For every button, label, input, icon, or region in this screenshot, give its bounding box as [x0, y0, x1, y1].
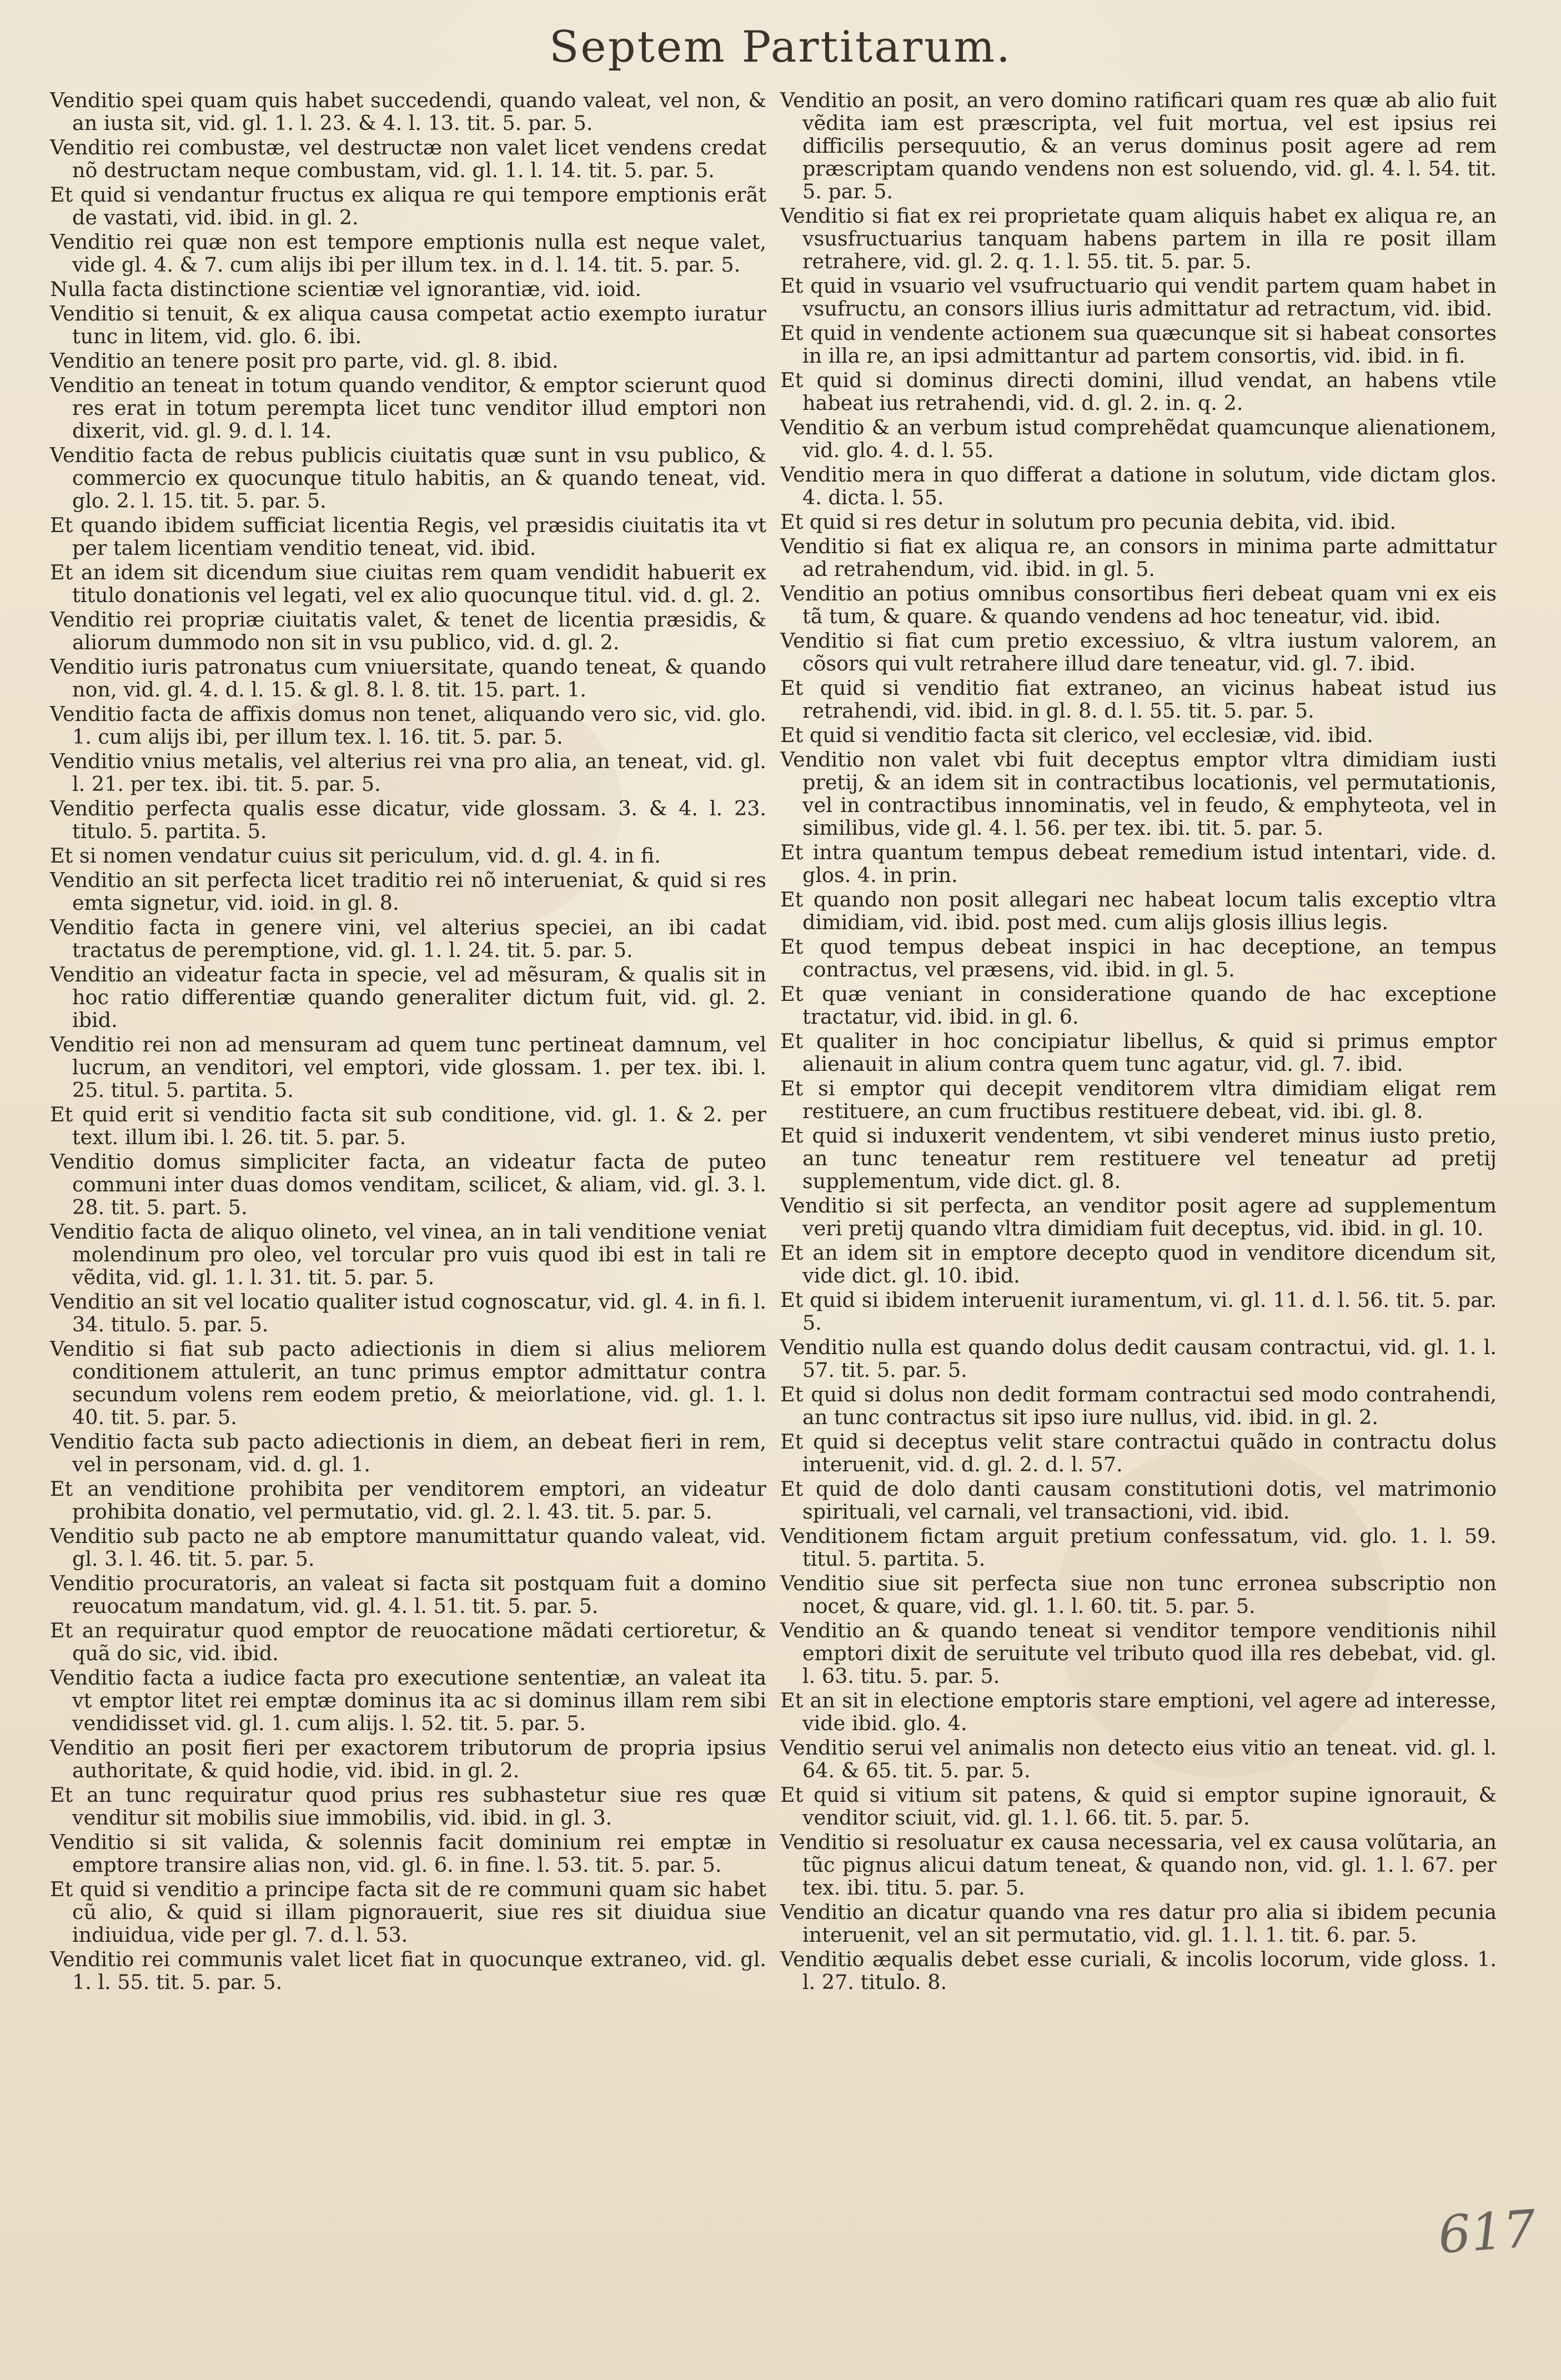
index-entry: Et an venditione prohibita per venditorem emptori, an videatur prohibita donatio, vel permutatio, vid. gl. 2. l. 43. tit. 5. par. 5.: [50, 1477, 766, 1524]
index-entry: Et an idem sit dicendum siue ciuitas rem quam vendidit habuerit ex titulo donationis vel legati, vel ex alio quocunque titul. vid. d. gl. 2.: [50, 560, 766, 607]
index-entry: Venditio iuris patronatus cum vniuersitate, quando teneat, & quando non, vid. gl. 4. d. l. 15. & gl. 8. l. 8. tit. 15. part. 1.: [50, 655, 766, 702]
index-entry: Venditio rei combustæ, vel destructæ non valet licet vendens credat nõ destructam neque combustam, vid. gl. 1. l. 14. tit. 5. par. 5.: [50, 136, 766, 182]
index-entry: Venditio an sit perfecta licet traditio rei nõ interueniat, & quid si res emta signetur, vid. ioid. in gl. 8.: [50, 868, 766, 915]
index-entry: Et quid si venditio fiat extraneo, an vicinus habeat istud ius retrahendi, vid. ibid. in gl. 8. d. l. 55. tit. 5. par. 5.: [780, 676, 1497, 723]
index-entry: Et quid de dolo danti causam constitutioni dotis, vel matrimonio spirituali, vel carnali, vel transactioni, vid. ibid.: [780, 1477, 1497, 1524]
index-entry: Venditio rei propriæ ciuitatis valet, & tenet de licentia præsidis, & aliorum dummodo non sit in vsu publico, vid. d. gl. 2.: [50, 608, 766, 654]
index-entry: Venditio facta de rebus publicis ciuitatis quæ sunt in vsu publico, & commercio ex quocunque titulo habitis, an & quando teneat, vid. glo. 2. l. 15. tit. 5. par. 5.: [50, 443, 766, 513]
index-entry: Et si emptor qui decepit venditorem vltra dimidiam eligat rem restituere, an cum fructibus restituere debeat, vid. ibi. gl. 8.: [780, 1076, 1497, 1123]
index-entry: Venditio nulla est quando dolus dedit causam contractui, vid. gl. 1. l. 57. tit. 5. par. 5.: [780, 1335, 1497, 1382]
index-entry: Venditio facta de affixis domus non tenet, aliquando vero sic, vid. glo. 1. cum alijs ibi, per illum tex. l. 16. tit. 5. par. 5.: [50, 702, 766, 749]
index-entry: Venditio domus simpliciter facta, an videatur facta de puteo communi inter duas domos venditam, scilicet, & aliam, vid. gl. 3. l. 28. tit. 5. part. 5.: [50, 1150, 766, 1219]
index-entry: Venditio non valet vbi fuit deceptus emptor vltra dimidiam iusti pretij, & an idem sit in contractibus locationis, vel permutationis, vel in contractibus innominatis, vel in feudo, & emphyteota, vel in similibus, vide gl. 4. l. 56. per tex. ibi. tit. 5. par. 5.: [780, 748, 1497, 840]
index-entry: Venditio perfecta qualis esse dicatur, vide glossam. 3. & 4. l. 23. titulo. 5. partita. 5.: [50, 796, 766, 843]
index-entry: Et quid si induxerit vendentem, vt sibi venderet minus iusto pretio, an tunc teneatur rem restituere vel teneatur ad pretij supplementum, vide dict. gl. 8.: [780, 1124, 1497, 1193]
index-entry: Et quid si res detur in solutum pro pecunia debita, vid. ibid.: [780, 510, 1397, 534]
index-entry: Venditio facta in genere vini, vel alterius speciei, an ibi cadat tractatus de peremptione, vid. gl. 1. l. 24. tit. 5. par. 5.: [50, 915, 766, 962]
index-entry: Venditio si tenuit, & ex aliqua causa competat actio exempto iuratur tunc in litem, vid. glo. 6. ibi.: [50, 302, 766, 348]
index-entry: Et si nomen vendatur cuius sit periculum, vid. d. gl. 4. in fi.: [50, 844, 661, 868]
index-entry: Et an sit in electione emptoris stare emptioni, vel agere ad interesse, vide ibid. glo. 4.: [780, 1688, 1497, 1735]
left-column: [50, 89, 766, 1995]
index-entry: Venditio rei non ad mensuram ad quem tunc pertineat damnum, vel lucrum, an venditori, vel emptori, vide glossam. 1. per tex. ibi. l. 25. titul. 5. partita. 5.: [50, 1033, 766, 1102]
index-entry: Venditio si resoluatur ex causa necessaria, vel ex causa volũtaria, an tũc pignus alicui datum teneat, & quando non, vid. gl. 1. l. 67. per tex. ibi. titu. 5. par. 5.: [780, 1830, 1497, 1900]
index-entry: Et quid si deceptus velit stare contractui quãdo in contractu dolus interuenit, vid. d. gl. 2. d. l. 57.: [780, 1430, 1497, 1476]
index-entry: Venditio si fiat ex rei proprietate quam aliquis habet ex aliqua re, an vsusfructuarius tanquam habens partem in illa re posit illam retrahere, vid. gl. 2. q. 1. l. 55. tit. 5. par. 5.: [780, 204, 1497, 273]
index-entry: Venditio an posit fieri per exactorem tributorum de propria ipsius authoritate, & quid hodie, vid. ibid. in gl. 2.: [50, 1736, 766, 1782]
index-entry: Venditio rei communis valet licet fiat in quocunque extraneo, vid. gl. 1. l. 55. tit. 5. par. 5.: [50, 1947, 766, 1994]
index-entry: Venditio serui vel animalis non detecto eius vitio an teneat. vid. gl. l. 64. & 65. tit. 5. par. 5.: [780, 1736, 1497, 1782]
index-entry: Venditio mera in quo differat a datione in solutum, vide dictam glos. 4. dicta. l. 55.: [780, 463, 1497, 509]
index-entry: Venditio vnius metalis, vel alterius rei vna pro alia, an teneat, vid. gl. l. 21. per tex. ibi. tit. 5. par. 5.: [50, 749, 766, 796]
index-entry: Et quid si venditio a principe facta sit de re communi quam sic habet cũ alio, & quid si illam pignorauerit, siue res sit diuidua siue indiuidua, vide per gl. 7. d. l. 53.: [50, 1877, 766, 1947]
index-entry: Venditionem fictam arguit pretium confessatum, vid. glo. 1. l. 59. titul. 5. partita. 5.: [780, 1524, 1497, 1571]
index-entry: Venditio an posit, an vero domino ratificari quam res quæ ab alio fuit vẽdita iam est præscripta, vel fuit mortua, vel est ipsius rei difficilis persequutio, & an verus dominus posit agere ad rem præscriptam quando vendens non est soluendo, vid. gl. 4. l. 54. tit. 5. par. 5.: [780, 88, 1497, 203]
index-entry: Et quando ibidem sufficiat licentia Regis, vel præsidis ciuitatis ita vt per talem licentiam venditio teneat, vid. ibid.: [50, 513, 766, 560]
index-entry: Et quid si dolus non dedit formam contractui sed modo contrahendi, an tunc contractus sit ipso iure nullus, vid. ibid. in gl. 2.: [780, 1382, 1497, 1429]
index-entry: Et quid si ibidem interuenit iuramentum, vi. gl. 11. d. l. 56. tit. 5. par. 5.: [780, 1288, 1497, 1335]
index-entry: Venditio siue sit perfecta siue non tunc erronea subscriptio non nocet, & quare, vid. gl. 1. l. 60. tit. 5. par. 5.: [780, 1571, 1497, 1618]
index-entry: Venditio procuratoris, an valeat si facta sit postquam fuit a domino reuocatum mandatum, vid. gl. 4. l. 51. tit. 5. par. 5.: [50, 1571, 766, 1618]
index-entry: Venditio si sit perfecta, an venditor posit agere ad supplementum veri pretij quando vltra dimidiam fuit deceptus, vid. ibid. in gl. 10.: [780, 1194, 1497, 1240]
index-entry: Venditio si sit valida, & solennis facit dominium rei emptæ in emptore transire alias non, vid. gl. 6. in fine. l. 53. tit. 5. par. 5.: [50, 1830, 766, 1877]
index-entry: Venditio sub pacto ne ab emptore manumittatur quando valeat, vid. gl. 3. l. 46. tit. 5. par. 5.: [50, 1524, 766, 1571]
handwritten-folio-number: 617: [1436, 2199, 1538, 2265]
index-entry: Nulla facta distinctione scientiæ vel ignorantiæ, vid. ioid.: [50, 277, 641, 301]
index-entry: Et an tunc requiratur quod prius res subhastetur siue res quæ venditur sit mobilis siue immobilis, vid. ibid. in gl. 3.: [50, 1783, 766, 1830]
index-entry: Et quid si vendantur fructus ex aliqua re qui tempore emptionis erãt de vastati, vid. ibid. in gl. 2.: [50, 183, 766, 229]
index-entry: Venditio facta sub pacto adiectionis in diem, an debeat fieri in rem, vel in personam, vid. d. gl. 1.: [50, 1430, 766, 1476]
index-entry: Et quid in vsuario vel vsufructuario qui vendit partem quam habet in vsufructu, an consors illius iuris admittatur ad retractum, vid. ibid.: [780, 274, 1497, 320]
index-entry: Et an idem sit in emptore decepto quod in venditore dicendum sit, vide dict. gl. 10. ibid.: [780, 1241, 1497, 1287]
index-entry: Venditio an tenere posit pro parte, vid. gl. 8. ibid.: [50, 349, 559, 373]
index-entry: Venditio an & quando teneat si venditor tempore venditionis nihil emptori dixit de seruitute vel tributo quod illa res debebat, vid. gl. l. 63. titu. 5. par. 5.: [780, 1619, 1497, 1688]
index-entry: Venditio si fiat cum pretio excessiuo, & vltra iustum valorem, an cõsors qui vult retrahere illud dare teneatur, vid. gl. 7. ibid.: [780, 629, 1497, 675]
index-entry: Venditio si fiat sub pacto adiectionis in diem si alius meliorem conditionem attulerit, an tunc primus emptor admittatur contra secundum volens rem eodem pretio, & meiorlatione, vid. gl. 1. l. 40. tit. 5. par. 5.: [50, 1337, 766, 1429]
index-entry: Venditio an potius omnibus consortibus fieri debeat quam vni ex eis tã tum, & quare. & quando vendens ad hoc teneatur, vid. ibid.: [780, 582, 1497, 628]
index-entry: Et an requiratur quod emptor de reuocatione mãdati certioretur, & quã do sic, vid. ibid.: [50, 1619, 766, 1665]
index-entry: Venditio an dicatur quando vna res datur pro alia si ibidem pecunia interuenit, vel an sit permutatio, vid. gl. 1. l. 1. tit. 6. par. 5.: [780, 1900, 1497, 1947]
index-entry: Et quid si dominus directi domini, illud vendat, an habens vtile habeat ius retrahendi, vid. d. gl. 2. in. q. 2.: [780, 368, 1497, 415]
index-entry: Venditio spei quam quis habet succedendi, quando valeat, vel non, & an iusta sit, vid. gl. 1. l. 23. & 4. l. 13. tit. 5. par. 5.: [50, 88, 766, 135]
index-entry: Et quid erit si venditio facta sit sub conditione, vid. gl. 1. & 2. per text. illum ibi. l. 26. tit. 5. par. 5.: [50, 1103, 766, 1149]
index-entry: Venditio facta de aliquo olineto, vel vinea, an in tali venditione veniat molendinum pro oleo, vel torcular pro vuis quod ibi est in tali re vẽdita, vid. gl. 1. l. 31. tit. 5. par. 5.: [50, 1220, 766, 1289]
index-entry: Et quando non posit allegari nec habeat locum talis exceptio vltra dimidiam, vid. ibid. post med. cum alijs glosis illius legis.: [780, 888, 1497, 934]
index-entry: Et intra quantum tempus debeat remedium istud intentari, vide. d. glos. 4. in prin.: [780, 840, 1497, 887]
index-entry: Venditio & an verbum istud comprehẽdat quamcunque alienationem, vid. glo. 4. d. l. 55.: [780, 415, 1497, 462]
right-column: [780, 89, 1497, 1995]
running-head: Septem Partitarum.: [549, 22, 1012, 72]
index-entry: Et quid si venditio facta sit clerico, vel ecclesiæ, vid. ibid.: [780, 723, 1373, 747]
index-entry: Et qualiter in hoc concipiatur libellus, & quid si primus emptor alienauit in alium contra quem tunc agatur, vid. gl. 7. ibid.: [780, 1029, 1497, 1076]
index-entry: Et quod tempus debeat inspici in hac deceptione, an tempus contractus, vel præsens, vid. ibid. in gl. 5.: [780, 935, 1497, 981]
index-entry: Venditio rei quæ non est tempore emptionis nulla est neque valet, vide gl. 4. & 7. cum alijs ibi per illum tex. in d. l. 14. tit. 5. par. 5.: [50, 230, 766, 277]
index-entry: Venditio an videatur facta in specie, vel ad mẽsuram, & qualis sit in hoc ratio differentiæ quando generaliter dictum fuit, vid. gl. 2. ibid.: [50, 963, 766, 1032]
index-entry: Venditio si fiat ex aliqua re, an consors in minima parte admittatur ad retrahendum, vid. ibid. in gl. 5.: [780, 534, 1497, 581]
index-entry: Venditio an sit vel locatio qualiter istud cognoscatur, vid. gl. 4. in fi. l. 34. titulo. 5. par. 5.: [50, 1290, 766, 1336]
index-entry: Et quid in vendente actionem sua quæcunque sit si habeat consortes in illa re, an ipsi admittantur ad partem consortis, vid. ibid. in fi.: [780, 321, 1497, 368]
index-entry: Venditio an teneat in totum quando venditor, & emptor scierunt quod res erat in totum perempta licet tunc venditor illud emptori non dixerit, vid. gl. 9. d. l. 14.: [50, 373, 766, 443]
index-entry: Et quid si vitium sit patens, & quid si emptor supine ignorauit, & venditor sciuit, vid. gl. 1. l. 66. tit. 5. par. 5.: [780, 1783, 1497, 1830]
index-entry: Venditio facta a iudice facta pro executione sententiæ, an valeat ita vt emptor litet rei emptæ dominus ita ac si dominus illam rem sibi vendidisset vid. gl. 1. cum alijs. l. 52. tit. 5. par. 5.: [50, 1666, 766, 1735]
index-entry: Et quæ veniant in consideratione quando de hac exceptione tractatur, vid. ibid. in gl. 6.: [780, 982, 1497, 1029]
index-entry: Venditio æqualis debet esse curiali, & incolis locorum, vide gloss. 1. l. 27. titulo. 8.: [780, 1947, 1497, 1994]
